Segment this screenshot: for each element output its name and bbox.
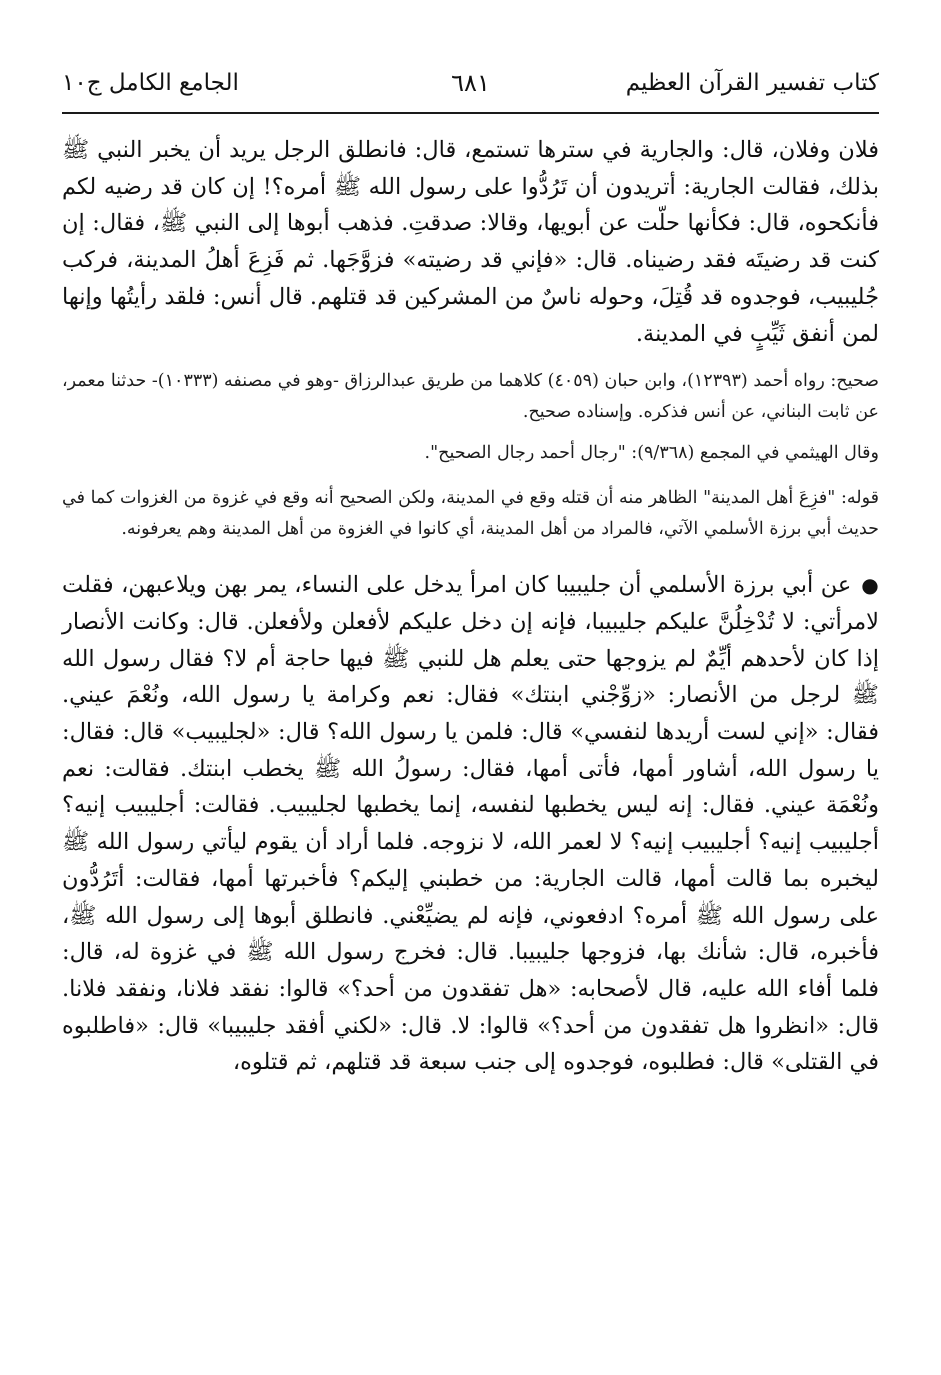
series-title: الجامع الكامل ج١٠ [62,70,239,96]
page-body [62,132,879,1081]
book-title: كتاب تفسير القرآن العظيم [625,70,879,96]
footnote-takhrij: صحيح: رواه أحمد (١٢٣٩٣)، وابن حبان (٤٠٥٩) كلاهما من طريق عبدالرزاق -وهو في مصنفه (١٠٣٣٣)- حدثنا معمر، عن ثابت البناني، عن أنس فذكره. وإسناده صحيح. [62,371,880,423]
footnote-haythami: وقال الهيثمي في المجمع (٩/٣٦٨): "رجال أحمد رجال الصحيح". [424,443,879,464]
page-header [62,58,879,98]
footnote-commentary: قوله: "فزِعَ أهل المدينة" الظاهر منه أن قتله وقع في المدينة، ولكن الصحيح أنه وقع في غزوة من الغزوات كما في حديث أبي برزة الأسلمي الآتي، فالمراد من أهل المدينة، أي كانوا في الغزوة من أهل المدينة وهم يعرفونه. [62,488,879,540]
header-rule [62,112,879,114]
bullet-icon: ● [861,573,879,598]
main-paragraph-2-text: عن أبي برزة الأسلمي أن جليبيبا كان امرأ يدخل على النساء، يمر بهن ويلاعبهن، فقلت لامرأتي: لا تُدْخِلُنَّ عليكم جليبيبا، فإنه إن دخل عليكم لأفعلن ولأفعلن. قال: وكانت الأنصار إذا كان لأحدهم أيِّمٌ لم يزوجها حتى يعلم هل للنبي ﷺ فيها حاجة أم لا؟ فقال رسول الله ﷺ لرجل من الأنصار: «زوِّجْني ابنتك» فقال: نعم وكرامة يا رسول الله، ونُعْمَ عيني. فقال: «إني لست أريدها لنفسي» قال: فلمن يا رسول الله؟ قال: «لجليبيب» قال: فقال: يا رسول الله، أشاور أمها، فأتى أمها، فقال: رسولُ الله ﷺ يخطب ابنتك. فقالت: نعم ونُعْمَة عيني. فقال: إنه ليس يخطبها لنفسه، إنما يخطبها لجليبيب. فقالت: أجليبيب إنيه؟ أجليبيب إنيه؟ أجليبيب إنيه؟ لا لعمر الله، لا نزوجه. فلما أراد أن يقوم ليأتي رسول الله ﷺ ليخبره بما قالت أمها، قالت الجارية: من خطبني إليكم؟ فأخبرتها أمها، فقالت: أتَرُدُّون على رسول الله ﷺ أمره؟ ادفعوني، فإنه لم يضيِّعْني. فانطلق أبوها إلى رسول الله ﷺ، فأخبره، قال: شأنك بها، فزوجها جليبيبا. قال: فخرج رسول الله ﷺ في غزوة له، قال: فلما أفاء الله عليه، قال لأصحابه: «هل تفقدون من أحد؟» قالوا: نفقد فلانا، ونفقد فلانا. قال: «انظروا هل تفقدون من أحد؟» قالوا: لا. قال: «لكني أفقد جليبيبا» قال: «فاطلبوه في القتلى» قال: فطلبوه، فوجدوه إلى جنب سبعة قد قتلهم، ثم قتلوه، [62,572,879,1076]
main-paragraph-2 [62,567,879,1081]
main-paragraph-1: فلان وفلان، قال: والجارية في سترها تستمع، قال: فانطلق الرجل يريد أن يخبر النبي ﷺ بذلك، فقالت الجارية: أتريدون أن تَرُدُّوا على رسول الله ﷺ أمره؟! إن كان قد رضيه لكم فأنكحوه، قال: فكأنها حلّت عن أبويها، وقالا: صدقتِ. فذهب أبوها إلى النبي ﷺ، فقال: إن كنت قد رضيتَه فقد رضيناه. قال: «فإني قد رضيته» فزوَّجَها. ثم فَزِعَ أهلُ المدينة، فركب جُليبيب، فوجدوه قد قُتِلَ، وحوله ناسٌ من المشركين قد قتلهم. قال أنس: فلقد رأيتُها وإنها لمن أنفق ثَيِّبٍ في المدينة. [62,137,879,347]
page-number: ٦٨١ [451,69,490,97]
